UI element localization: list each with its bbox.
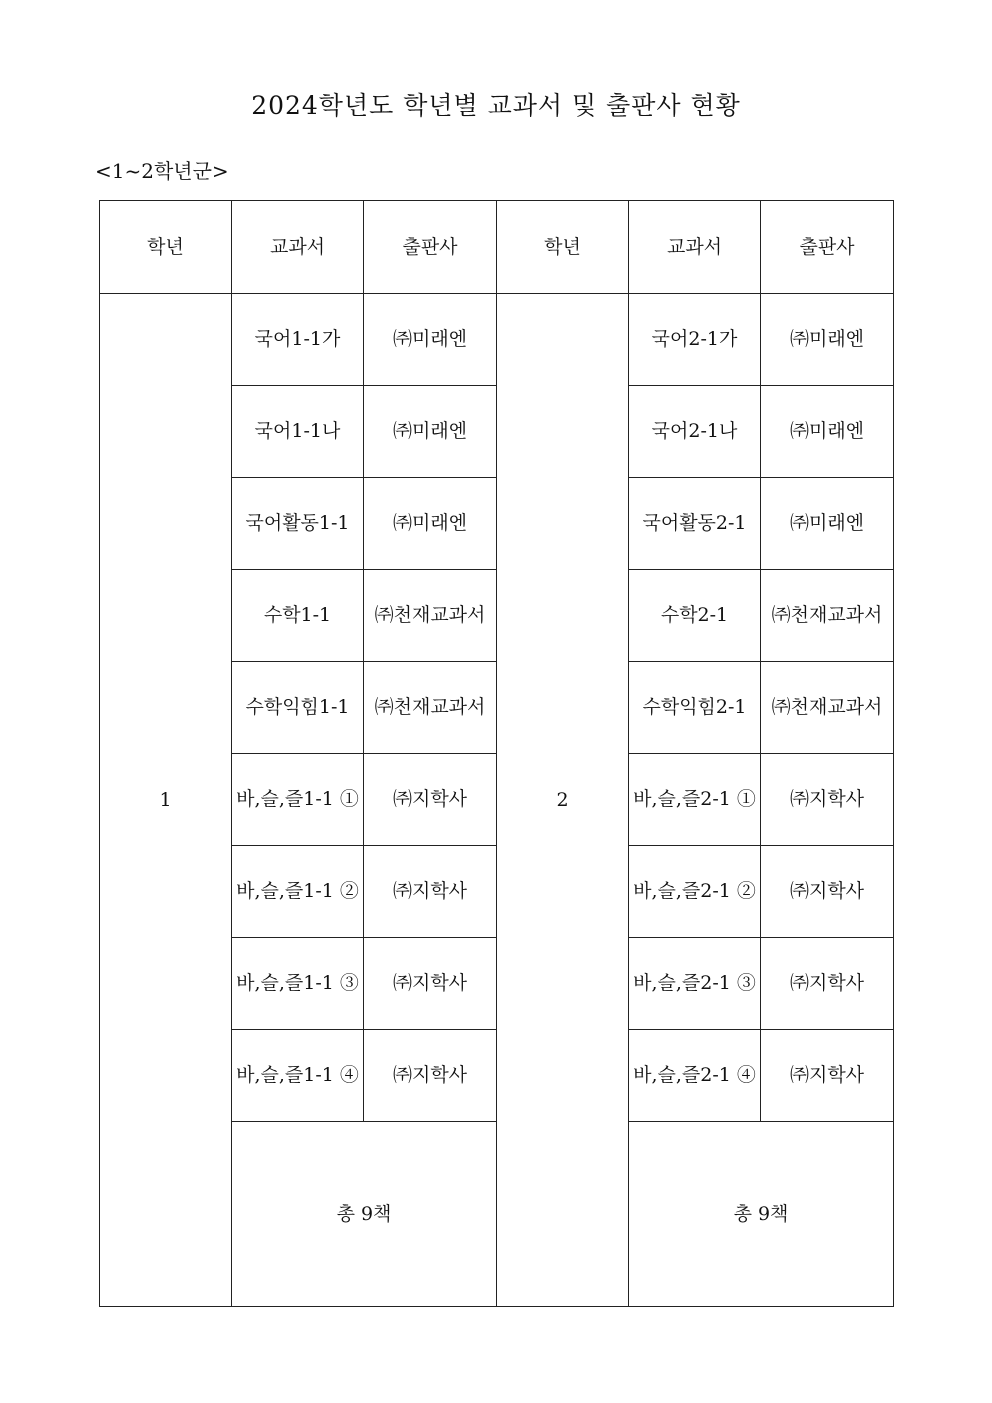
header-grade-right: 학년 — [497, 201, 629, 294]
textbook-cell: 국어1-1나 — [232, 386, 364, 478]
section-label: <1~2학년군> — [95, 159, 229, 183]
publisher-cell: ㈜지학사 — [761, 938, 894, 1030]
header-grade-left: 학년 — [100, 201, 232, 294]
publisher-cell: ㈜미래엔 — [364, 478, 497, 570]
publisher-cell: ㈜지학사 — [364, 754, 497, 846]
textbook-cell: 바,슬,즐1-1 ③ — [232, 938, 364, 1030]
textbook-table-body — [100, 201, 894, 1307]
textbook-cell: 바,슬,즐1-1 ④ — [232, 1030, 364, 1122]
textbook-cell: 바,슬,즐2-1 ③ — [629, 938, 761, 1030]
header-publisher-right: 출판사 — [761, 201, 894, 294]
textbook-cell: 국어2-1나 — [629, 386, 761, 478]
publisher-cell: ㈜미래엔 — [364, 386, 497, 478]
textbook-cell: 수학2-1 — [629, 570, 761, 662]
header-textbook-right: 교과서 — [629, 201, 761, 294]
textbook-cell: 바,슬,즐2-1 ② — [629, 846, 761, 938]
grade-cell-right: 2 — [497, 294, 629, 1307]
publisher-cell: ㈜지학사 — [364, 846, 497, 938]
textbook-cell: 바,슬,즐2-1 ④ — [629, 1030, 761, 1122]
document-title: 2024학년도 학년별 교과서 및 출판사 현황 — [251, 91, 741, 120]
publisher-cell: ㈜지학사 — [761, 754, 894, 846]
publisher-cell: ㈜지학사 — [364, 1030, 497, 1122]
total-cell-left: 총 9책 — [232, 1122, 497, 1307]
table-row — [100, 294, 894, 386]
textbook-cell: 국어활동2-1 — [629, 478, 761, 570]
publisher-cell: ㈜미래엔 — [364, 294, 497, 386]
textbook-cell: 수학익힘2-1 — [629, 662, 761, 754]
publisher-cell: ㈜미래엔 — [761, 386, 894, 478]
total-cell-right: 총 9책 — [629, 1122, 894, 1307]
textbook-cell: 바,슬,즐1-1 ② — [232, 846, 364, 938]
publisher-cell: ㈜천재교과서 — [761, 662, 894, 754]
textbook-cell: 국어활동1-1 — [232, 478, 364, 570]
textbook-table — [99, 200, 894, 1307]
publisher-cell: ㈜지학사 — [364, 938, 497, 1030]
grade-cell-left: 1 — [100, 294, 232, 1307]
textbook-cell: 국어2-1가 — [629, 294, 761, 386]
publisher-cell: ㈜미래엔 — [761, 294, 894, 386]
header-textbook-left: 교과서 — [232, 201, 364, 294]
publisher-cell: ㈜천재교과서 — [364, 662, 497, 754]
publisher-cell: ㈜지학사 — [761, 846, 894, 938]
publisher-cell: ㈜천재교과서 — [761, 570, 894, 662]
header-row — [100, 201, 894, 294]
textbook-cell: 국어1-1가 — [232, 294, 364, 386]
publisher-cell: ㈜지학사 — [761, 1030, 894, 1122]
textbook-cell: 수학1-1 — [232, 570, 364, 662]
publisher-cell: ㈜천재교과서 — [364, 570, 497, 662]
textbook-cell: 바,슬,즐2-1 ① — [629, 754, 761, 846]
textbook-cell: 바,슬,즐1-1 ① — [232, 754, 364, 846]
textbook-cell: 수학익힘1-1 — [232, 662, 364, 754]
publisher-cell: ㈜미래엔 — [761, 478, 894, 570]
header-publisher-left: 출판사 — [364, 201, 497, 294]
